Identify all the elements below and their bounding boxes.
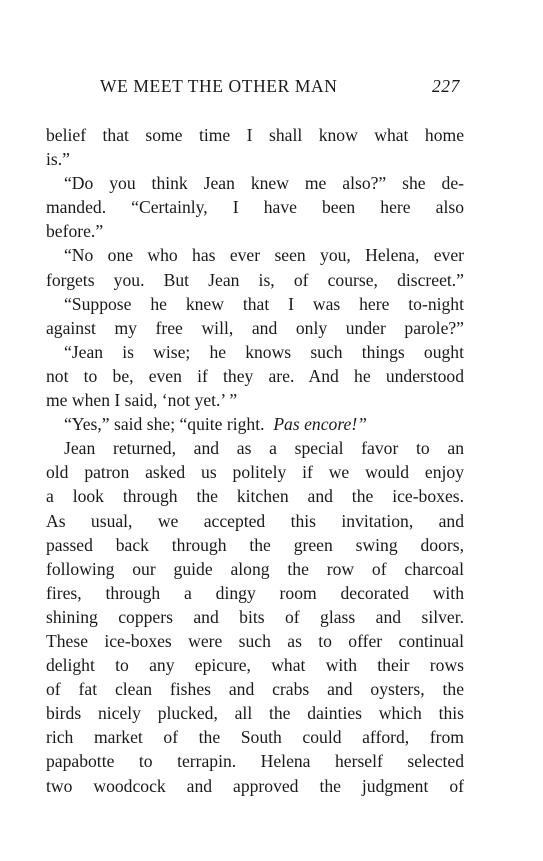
body-text bbox=[46, 123, 464, 798]
text-line: passed back through the green swing doors, bbox=[46, 534, 464, 555]
text-line: shining coppers and bits of glass and silver. bbox=[46, 606, 464, 627]
text-line: a look through the kitchen and the ice-boxes. bbox=[46, 486, 464, 507]
running-title: WE MEET THE OTHER MAN bbox=[100, 76, 338, 96]
text-line: “Jean is wise; he knows such things ought bbox=[64, 341, 464, 362]
text-line: belief that some time I shall know what home bbox=[46, 125, 464, 145]
text-line: “No one who has ever seen you, Helena, ever bbox=[64, 245, 464, 266]
text-line: forgets you. But Jean is, of course, discreet.” bbox=[46, 269, 464, 290]
page-number: 227 bbox=[431, 76, 460, 96]
text-line: delight to any epicure, what with their rows bbox=[46, 655, 464, 676]
text-line: manded. “Certainly, I have been here also bbox=[46, 197, 464, 218]
text-line: two woodcock and approved the judgment of bbox=[46, 775, 464, 796]
text-line: is.” bbox=[46, 149, 70, 170]
text-line: rich market of the South could afford, from bbox=[46, 727, 464, 748]
text-line: “Do you think Jean knew me also?” she de- bbox=[64, 173, 464, 194]
text-line: before.” bbox=[46, 221, 104, 242]
text-line: old patron asked us politely if we would enjoy bbox=[46, 462, 464, 483]
text-line: Jean returned, and as a special favor to an bbox=[64, 438, 464, 459]
italic-phrase: Pas encore!” bbox=[273, 414, 367, 435]
text-line: papabotte to terrapin. Helena herself selected bbox=[46, 751, 464, 772]
text-line: me when I said, ‘not yet.’ ” bbox=[46, 390, 238, 411]
text-line: of fat clean fishes and crabs and oysters, the bbox=[46, 679, 464, 700]
text-line-roman: “Yes,” said she; “quite right. bbox=[64, 414, 265, 435]
text-line: fires, through a dingy room decorated with bbox=[46, 582, 464, 603]
text-line: These ice-boxes were such as to offer continual bbox=[46, 630, 464, 651]
text-line: “Suppose he knew that I was here to-night bbox=[64, 293, 464, 314]
text-line: not to be, even if they are. And he understood bbox=[46, 365, 464, 386]
text-line: birds nicely plucked, all the dainties which this bbox=[46, 703, 464, 724]
text-line: against my free will, and only under parole?” bbox=[46, 317, 464, 338]
text-line: following our guide along the row of charcoal bbox=[46, 558, 464, 579]
running-head bbox=[100, 76, 462, 100]
text-line: As usual, we accepted this invitation, and bbox=[46, 510, 464, 531]
text-line bbox=[46, 412, 464, 436]
